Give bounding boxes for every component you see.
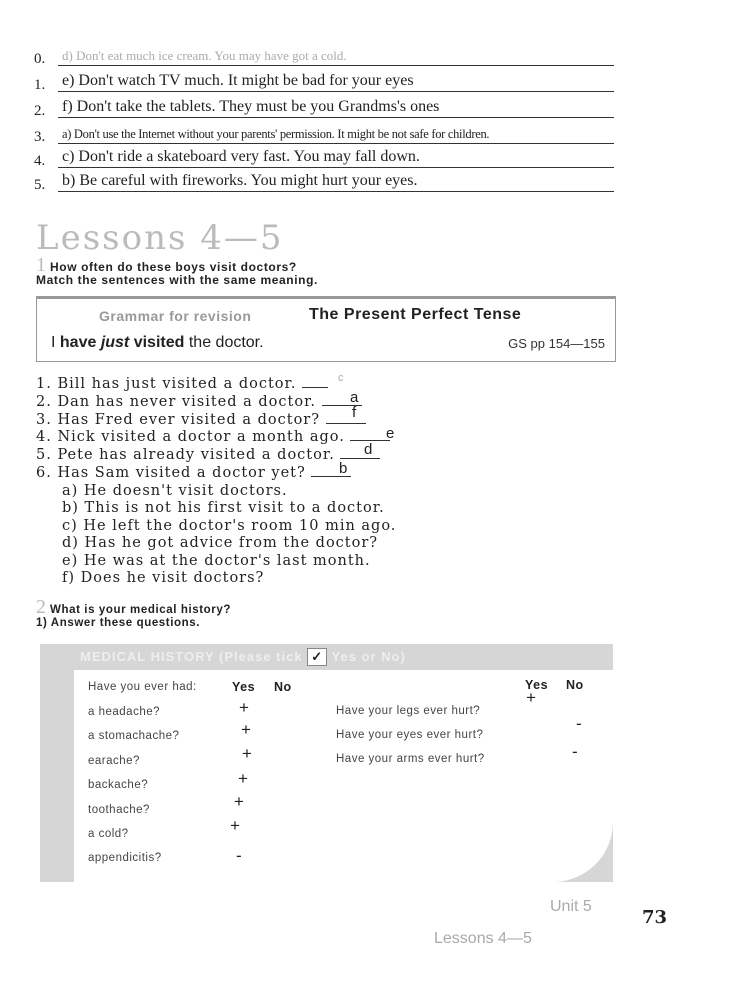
- sentence-4: 4. Nick visited a doctor a month ago.: [36, 429, 390, 445]
- answer-row-3: 3. a) Don't use the Internet without your parents' permission. It might be not safe for children.: [34, 122, 614, 146]
- task1-instruction: Match the sentences with the same meaning.: [36, 273, 318, 287]
- answer-row-1: 1. e) Don't watch TV much. It might be bad for your eyes: [34, 70, 614, 94]
- option-c: c) He left the doctor's room 10 min ago.: [62, 518, 397, 534]
- grammar-box: Grammar for revision The Present Perfect Tense I have just visited the doctor. GS pp 154—155: [36, 296, 616, 362]
- form-header: MEDICAL HISTORY (Please tick ✓ Yes or No): [80, 649, 406, 664]
- sentence-5: 5. Pete has already visited a doctor.: [36, 447, 380, 463]
- grammar-example: I have just visited the doctor.: [51, 334, 264, 351]
- sentence-1: 1. Bill has just visited a doctor.: [36, 376, 328, 392]
- check-icon: ✓: [307, 648, 327, 666]
- unit-label: Unit 5: [550, 898, 592, 915]
- answer-6: b: [339, 460, 348, 477]
- answer-row-0: 0. d) Don't eat much ice cream. You may have got a cold.: [34, 44, 614, 68]
- option-b: b) This is not his first visit to a doctor.: [62, 500, 385, 516]
- option-a: a) He doesn't visit doctors.: [62, 483, 288, 499]
- option-d: d) Has he got advice from the doctor?: [62, 535, 379, 551]
- answer-5: d: [364, 441, 373, 458]
- answer-4: e: [386, 425, 395, 442]
- task1-heading: 1 How often do these boys visit doctors?: [36, 254, 297, 276]
- answer-2: a: [350, 389, 359, 406]
- sentence-2: 2. Dan has never visited a doctor.: [36, 394, 362, 410]
- answer-1: c: [338, 372, 344, 384]
- answer-row-4: 4. c) Don't ride a skateboard very fast. You may fall down.: [34, 146, 614, 170]
- page-number: 73: [642, 907, 668, 928]
- lessons-footer: Lessons 4—5: [434, 930, 532, 947]
- answer-3: f: [352, 404, 357, 421]
- sentence-3: 3. Has Fred ever visited a doctor?: [36, 412, 366, 428]
- lessons-heading: Lessons 4—5: [36, 218, 284, 258]
- sentence-6: 6. Has Sam visited a doctor yet?: [36, 465, 351, 481]
- task2-instruction: 1) Answer these questions.: [36, 617, 201, 629]
- task2-heading: 2 What is your medical history?: [36, 596, 231, 618]
- answer-row-5: 5. b) Be careful with fireworks. You might hurt your eyes.: [34, 170, 614, 194]
- answer-row-2: 2. f) Don't take the tablets. They must be you Grandms's ones: [34, 96, 614, 120]
- medical-history-form: MEDICAL HISTORY (Please tick ✓ Yes or No) Have you ever had: Yes No Yes No a headache? + a stomachache? + earache? + backache? + toothache? + a cold? + appendicitis? - Have your legs ever hurt? + Have your eyes ever hurt? - Have your arms ever hurt? -: [40, 644, 613, 882]
- option-e: e) He was at the doctor's last month.: [62, 553, 371, 569]
- option-f: f) Does he visit doctors?: [62, 570, 265, 586]
